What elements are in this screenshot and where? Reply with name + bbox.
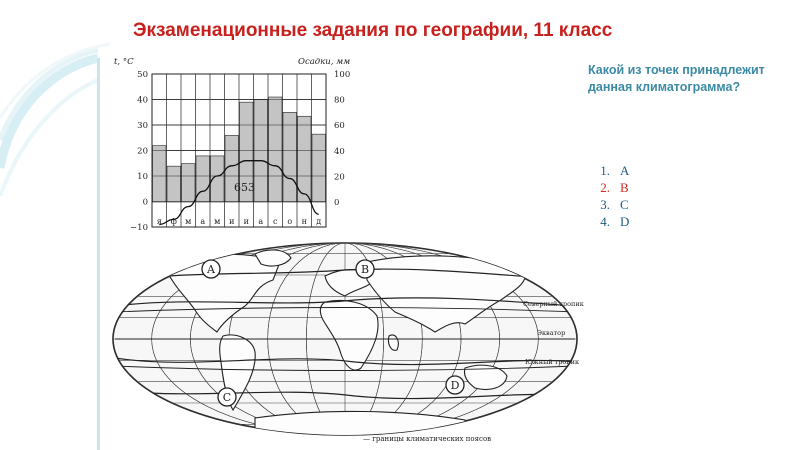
month-label: м <box>185 217 192 226</box>
month-label: н <box>301 217 307 226</box>
answer-option-c[interactable]: 3. C <box>600 197 629 212</box>
temp-tick-label: 10 <box>137 172 148 182</box>
slide-title: Экзаменационные задания по географии, 11 класс <box>133 20 613 41</box>
month-label: а <box>200 217 206 226</box>
temp-tick-label: 50 <box>137 70 148 80</box>
left-axis-label: t, °C <box>114 57 134 67</box>
precip-bar <box>269 97 283 202</box>
month-label: д <box>316 217 322 226</box>
precip-tick-label: 0 <box>334 198 340 208</box>
month-label: с <box>273 217 278 226</box>
month-label: ф <box>170 217 177 226</box>
svg-text:B: B <box>360 263 370 276</box>
map-point-c <box>218 388 236 406</box>
month-label: а <box>258 217 264 226</box>
precip-tick-label: 40 <box>334 146 345 157</box>
right-axis-label: Осадки, мм <box>298 57 351 67</box>
precip-bar <box>153 146 167 202</box>
map-point-b <box>356 260 374 278</box>
svg-text:C: C <box>222 391 232 404</box>
precip-bar <box>182 164 196 202</box>
question-text: Какой из точек принадлежит данная климатограмма? <box>588 63 765 95</box>
north-tropic-label: Северный тропик <box>523 300 584 308</box>
month-label: и <box>229 217 235 226</box>
south-tropic-label: Южный тропик <box>525 358 580 366</box>
temp-tick-label: 20 <box>137 146 148 157</box>
temp-tick-label: 40 <box>137 95 148 106</box>
precip-tick-label: 60 <box>334 121 345 132</box>
answer-option-a[interactable]: 1. A <box>600 163 630 178</box>
temp-tick-label: 0 <box>142 197 148 208</box>
precip-bar <box>298 116 312 202</box>
precip-bar <box>254 100 268 202</box>
answer-option-d[interactable]: 4. D <box>600 214 630 229</box>
map-legend: — границы климатических поясов <box>363 435 492 443</box>
month-label: м <box>214 217 221 226</box>
precip-tick-label: 100 <box>334 70 351 80</box>
answer-option-b[interactable]: 2. B <box>600 180 629 195</box>
annual-precipitation-total: 653 <box>234 181 255 194</box>
answer-list <box>576 162 629 230</box>
precip-bar <box>167 166 181 202</box>
precip-tick-label: 20 <box>334 172 345 183</box>
month-label: я <box>156 217 162 226</box>
world-climate-map <box>105 240 585 445</box>
map-point-a <box>202 260 220 278</box>
equator-label: Экватор <box>537 329 566 337</box>
slide-accent-line <box>97 58 100 450</box>
precip-bar <box>283 112 297 202</box>
climatogram-chart <box>112 57 360 237</box>
map-point-d <box>446 376 464 394</box>
svg-text:A: A <box>207 263 215 276</box>
month-label: о <box>287 217 293 226</box>
precip-tick-label: 80 <box>334 95 345 106</box>
temp-tick-label: −10 <box>130 223 148 233</box>
svg-text:D: D <box>450 379 460 392</box>
temp-tick-label: 30 <box>137 121 148 131</box>
month-label: и <box>243 217 249 226</box>
precip-bar <box>312 134 326 202</box>
